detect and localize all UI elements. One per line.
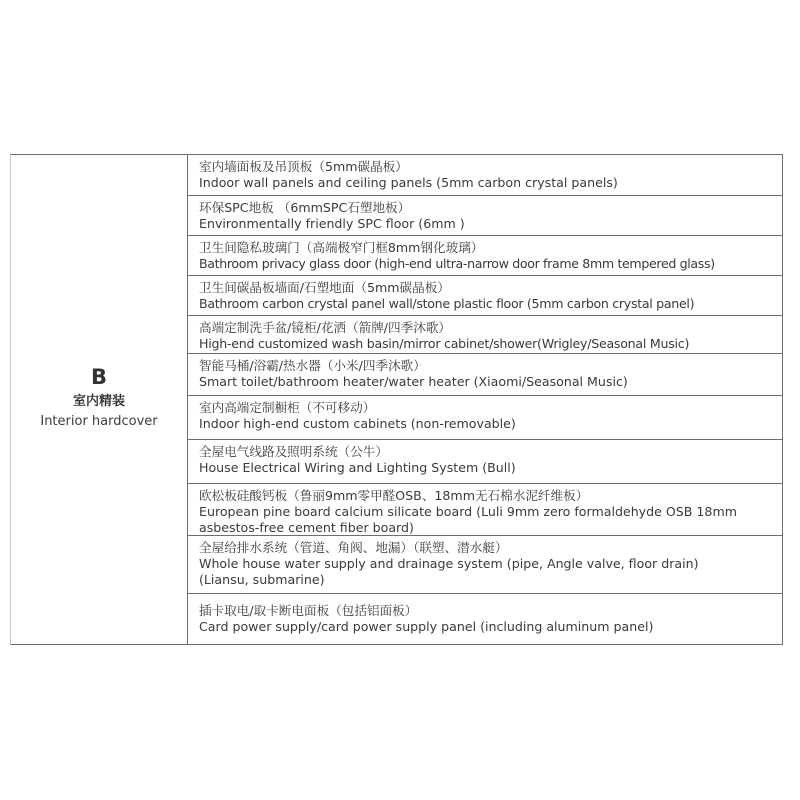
item-row <box>188 484 782 536</box>
item-cn: 插卡取电/取卡断电面板（包括铝面板） <box>199 603 418 618</box>
item-row <box>188 354 782 396</box>
item-en: Whole house water supply and drainage system (pipe, Angle valve, floor drain) (Liansu, submarine) <box>199 556 699 587</box>
item-en: Environmentally friendly SPC floor (6mm ) <box>199 216 465 231</box>
item-cn: 智能马桶/浴霸/热水器（小米/四季沐歌） <box>199 358 426 373</box>
item-en: House Electrical Wiring and Lighting System (Bull) <box>199 460 516 475</box>
item-row <box>188 396 782 440</box>
item-cn: 欧松板硅酸钙板（鲁丽9mm零甲醛OSB、18mm无石棉水泥纤维板） <box>199 488 589 503</box>
item-row <box>188 316 782 354</box>
items-column <box>188 155 783 644</box>
item-en: Bathroom privacy glass door (high-end ultra-narrow door frame 8mm tempered glass) <box>199 256 715 271</box>
item-cn: 室内墙面板及吊顶板（5mm碳晶板） <box>199 159 408 174</box>
item-row <box>188 196 782 236</box>
item-row <box>188 236 782 276</box>
item-cn: 卫生间碳晶板墙面/石塑地面（5mm碳晶板） <box>199 280 450 295</box>
item-cn: 高端定制洗手盆/镜柜/花洒（箭牌/四季沐歌） <box>199 320 452 335</box>
item-en: Smart toilet/bathroom heater/water heater (Xiaomi/Seasonal Music) <box>199 374 628 389</box>
item-row <box>188 536 782 594</box>
item-en: Indoor wall panels and ceiling panels (5mm carbon crystal panels) <box>199 175 618 190</box>
item-row <box>188 155 782 196</box>
category-letter: B <box>90 365 107 389</box>
category-title-en: Interior hardcover <box>40 414 158 429</box>
item-cn: 环保SPC地板 （6mmSPC石塑地板） <box>199 200 411 215</box>
item-en: Card power supply/card power supply panel (including aluminum panel) <box>199 619 654 634</box>
item-cn: 室内高端定制橱柜（不可移动） <box>199 400 376 415</box>
spec-table <box>10 154 783 645</box>
item-en: Indoor high-end custom cabinets (non-removable) <box>199 416 516 431</box>
item-en: Bathroom carbon crystal panel wall/stone plastic floor (5mm carbon crystal panel) <box>199 296 695 311</box>
item-cn: 全屋给排水系统（管道、角阀、地漏）（联塑、潜水艇） <box>199 540 508 555</box>
category-title-cn: 室内精装 <box>72 394 125 409</box>
item-cn: 卫生间隐私玻璃门（高端极窄门框8mm钢化玻璃） <box>199 240 484 255</box>
item-cn: 全屋电气线路及照明系统（公牛） <box>199 444 388 459</box>
category-cell <box>11 155 188 644</box>
item-row <box>188 594 782 644</box>
item-en: High-end customized wash basin/mirror cabinet/shower(Wrigley/Seasonal Music) <box>199 336 690 351</box>
item-row <box>188 276 782 316</box>
item-row <box>188 440 782 484</box>
item-en: European pine board calcium silicate board (Luli 9mm zero formaldehyde OSB 18mm asbestos-free cement fiber board) <box>199 504 737 535</box>
